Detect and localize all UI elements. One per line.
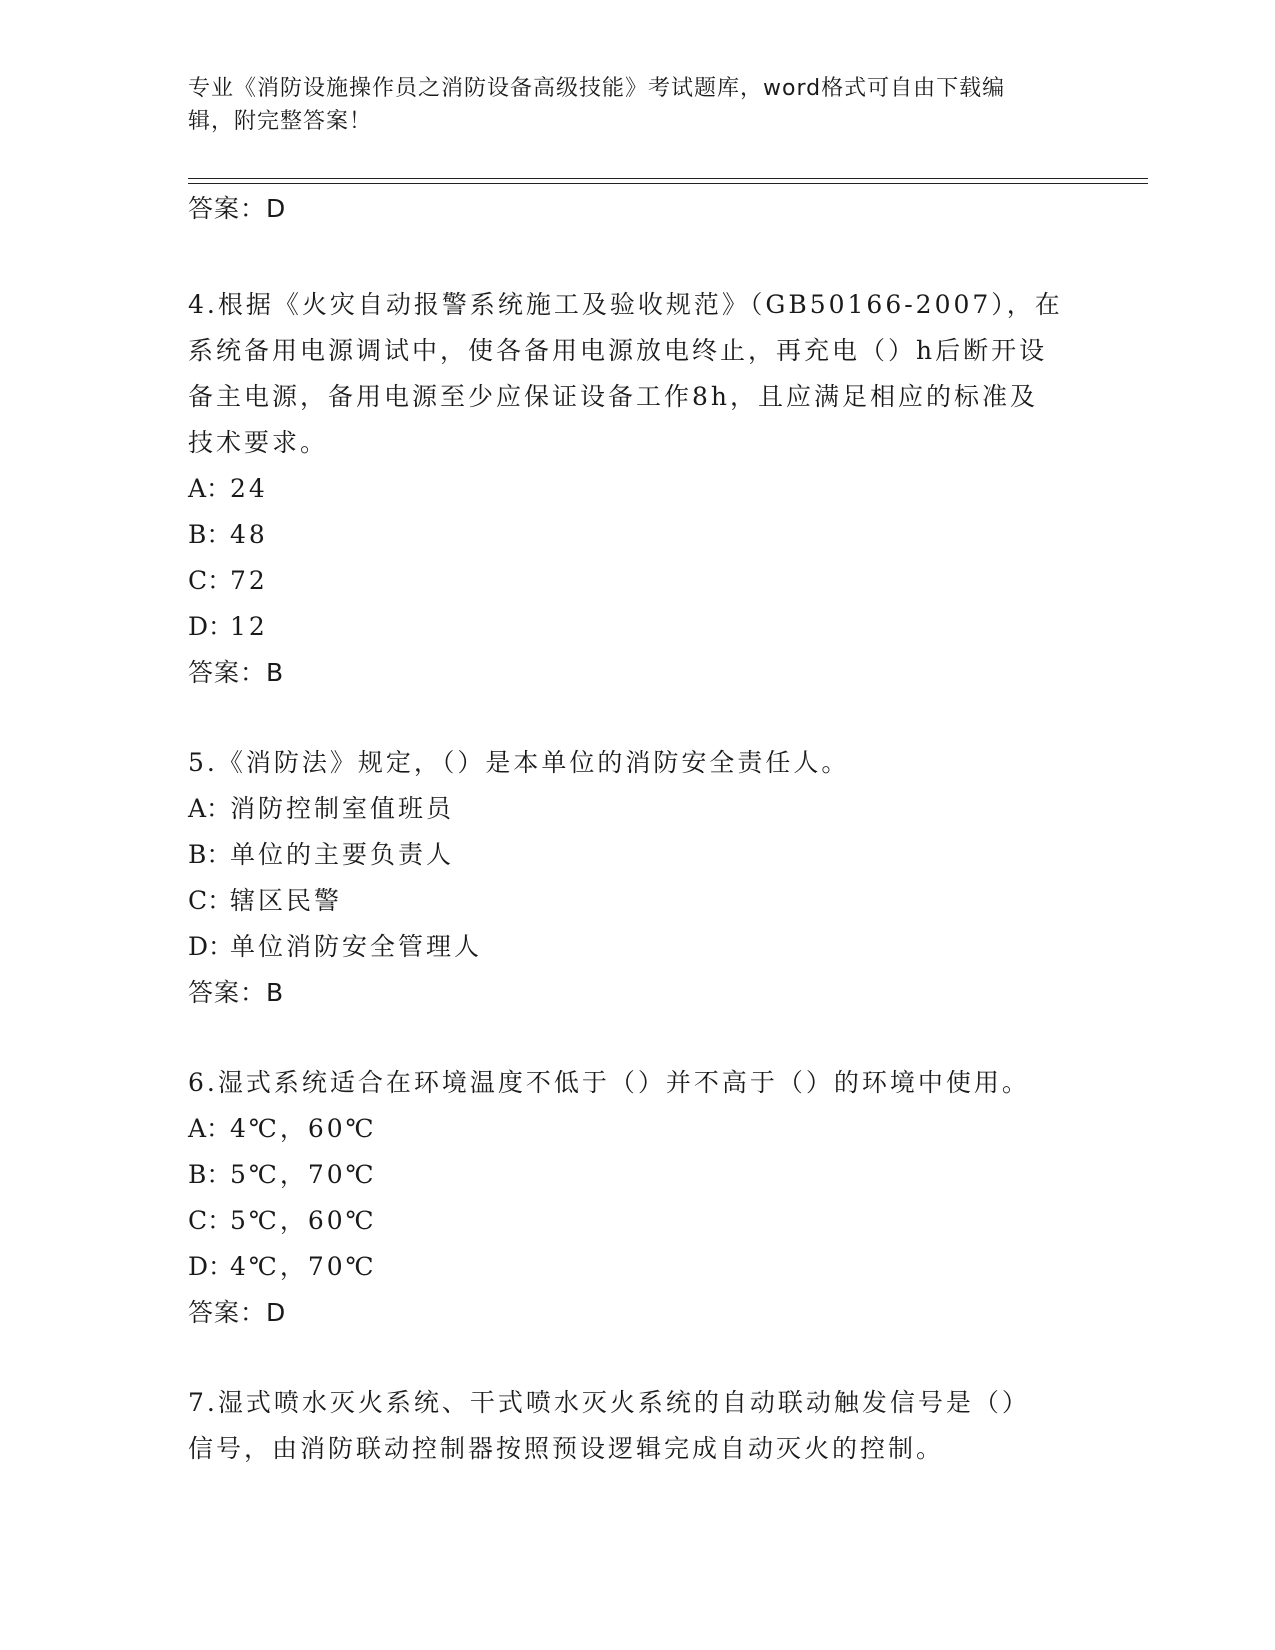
question-text-line: 7.湿式喷水灭火系统、干式喷水灭火系统的自动联动触发信号是（） [188,1388,1030,1417]
answer-line: 答案：D [188,194,287,223]
question-text-line: 技术要求。 [188,428,329,457]
option-key: B： [188,1160,232,1189]
header-line-2: 辑，附完整答案！ [188,109,373,134]
option-text: 单位的主要负责人 [230,840,455,869]
option-key: B： [188,520,232,549]
option-key: C： [188,566,233,595]
header-rule-bottom [188,183,1148,184]
question-text-line: 4.根据《火灾自动报警系统施工及验收规范》（GB50166-2007），在 [188,290,1063,319]
option-b [188,832,1088,878]
option-key: D： [188,612,234,641]
option-text: 48 [230,520,268,549]
option-key: A： [188,474,232,503]
option-d [188,604,1088,650]
question-6 [188,1060,1088,1106]
question-text-line: 6.湿式系统适合在环境温度不低于（）并不高于（）的环境中使用。 [188,1068,1030,1097]
question-text-line: 备主电源，备用电源至少应保证设备工作8h，且应满足相应的标准及 [188,382,1039,411]
option-c [188,1198,1088,1244]
header-line-1: 专业《消防设施操作员之消防设备高级技能》考试题库，word格式可自由下载编 [188,76,1006,101]
question-text-line: 5.《消防法》规定，（）是本单位的消防安全责任人。 [188,748,850,777]
option-key: B： [188,840,232,869]
question-list [188,186,1088,1472]
answer-line: 答案：B [188,978,285,1007]
option-key: C： [188,886,233,915]
option-text: 辖区民警 [230,886,343,915]
option-text: 12 [230,612,268,641]
answer-line: 答案：B [188,658,285,687]
option-b [188,1152,1088,1198]
question-4 [188,282,1088,466]
option-a [188,786,1088,832]
option-text: 5℃，60℃ [230,1206,377,1235]
option-d [188,924,1088,970]
question-7 [188,1380,1088,1472]
option-d [188,1244,1088,1290]
page-header [188,72,1088,138]
option-c [188,878,1088,924]
option-text: 24 [230,474,268,503]
option-text: 72 [230,566,268,595]
option-text: 4℃，70℃ [230,1252,377,1281]
option-text: 5℃，70℃ [230,1160,377,1189]
answer-line: 答案：D [188,1298,287,1327]
question-text-line: 信号，由消防联动控制器按照预设逻辑完成自动灭火的控制。 [188,1434,945,1463]
option-a [188,1106,1088,1152]
question-text-line: 系统备用电源调试中，使各备用电源放电终止，再充电（）h后断开设 [188,336,1048,365]
option-key: D： [188,1252,234,1281]
option-b [188,512,1088,558]
option-key: D： [188,932,234,961]
option-a [188,466,1088,512]
question-5 [188,740,1088,786]
option-text: 4℃，60℃ [230,1114,377,1143]
option-text: 消防控制室值班员 [230,794,455,823]
option-key: C： [188,1206,233,1235]
option-key: A： [188,1114,232,1143]
option-text: 单位消防安全管理人 [230,932,483,961]
header-rule-top [188,178,1148,179]
option-c [188,558,1088,604]
option-key: A： [188,794,232,823]
